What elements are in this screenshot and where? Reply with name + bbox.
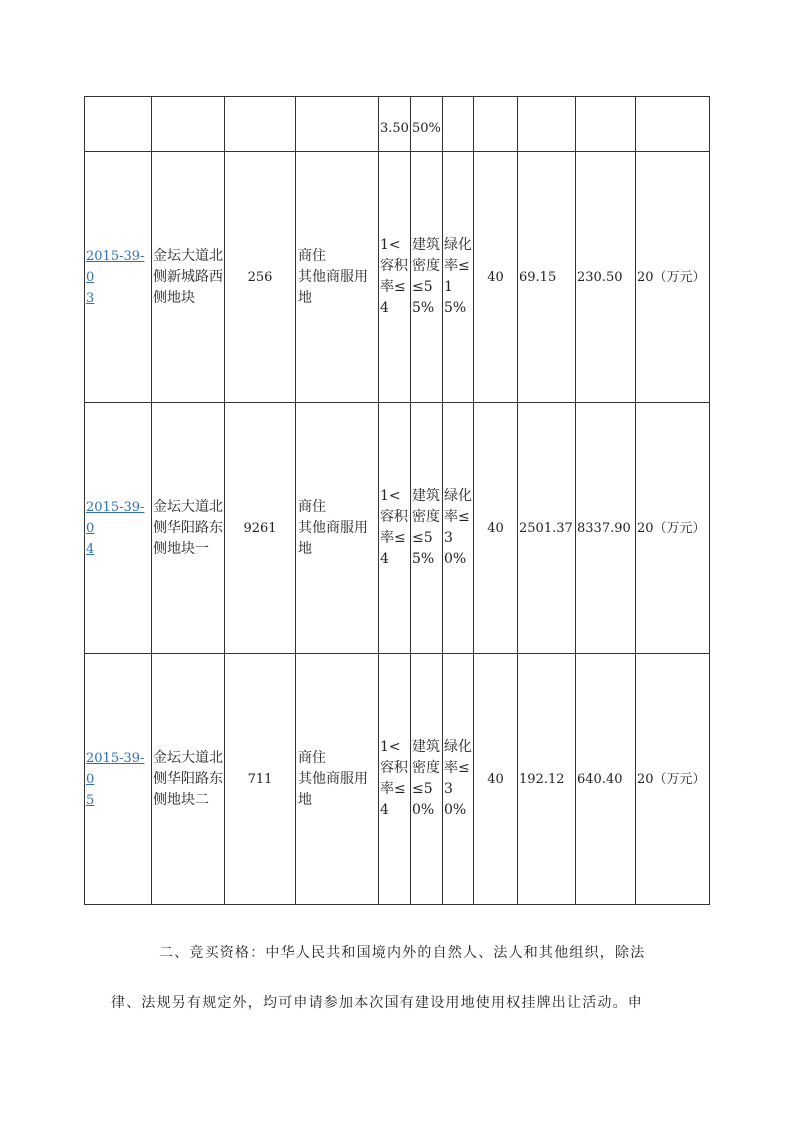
price-cell: 230.50	[576, 152, 636, 403]
table-cell	[152, 97, 225, 152]
deposit-cell: 20（万元）	[636, 152, 710, 403]
area-cell: 9261	[225, 403, 296, 654]
location-cell: 金坛大道北侧新城路西侧地块	[152, 152, 225, 403]
far-tail-cell: 3.50	[379, 97, 411, 152]
price-cell: 640.40	[576, 654, 636, 905]
parcel-code-cell	[85, 152, 152, 403]
land-use-cell: 商住 其他商服用 地	[296, 403, 379, 654]
table-row	[85, 97, 710, 152]
parcel-code-link[interactable]: 2015-39-0 5	[86, 750, 145, 808]
table-row	[85, 403, 710, 654]
table-cell	[443, 97, 474, 152]
location-cell: 金坛大道北侧华阳路东侧地块一	[152, 403, 225, 654]
parcel-code-link[interactable]: 2015-39-0 3	[86, 248, 145, 306]
area-cell: 256	[225, 152, 296, 403]
deposit-cell: 20（万元）	[636, 403, 710, 654]
location-cell: 金坛大道北侧华阳路东侧地块二	[152, 654, 225, 905]
table-row	[85, 152, 710, 403]
deposit-cell: 20（万元）	[636, 654, 710, 905]
land-use-cell: 商住 其他商服用 地	[296, 654, 379, 905]
table-cell	[225, 97, 296, 152]
term-cell: 40	[474, 654, 518, 905]
building-density-cell: 建筑密度≤50%	[411, 654, 443, 905]
plot-ratio-cell: 1<容积率≤4	[379, 152, 411, 403]
term-cell: 40	[474, 403, 518, 654]
parcel-code-link[interactable]: 2015-39-0 4	[86, 499, 145, 557]
greening-rate-cell: 绿化率≤30%	[443, 403, 474, 654]
table-cell	[518, 97, 576, 152]
building-density-cell: 建筑密度≤55%	[411, 403, 443, 654]
land-use-cell: 商住 其他商服用 地	[296, 152, 379, 403]
plot-ratio-cell: 1<容积率≤4	[379, 654, 411, 905]
land-parcel-table	[84, 96, 710, 905]
term-cell: 40	[474, 152, 518, 403]
price-cell: 192.12	[518, 654, 576, 905]
qualification-paragraph-line-2: 律、法规另有规定外，均可申请参加本次国有建设用地使用权挂牌出让活动。申	[111, 995, 643, 1011]
building-density-cell: 建筑密度≤55%	[411, 152, 443, 403]
plot-ratio-cell: 1<容积率≤4	[379, 403, 411, 654]
greening-rate-cell: 绿化率≤15%	[443, 152, 474, 403]
table-cell	[296, 97, 379, 152]
parcel-code-cell	[85, 403, 152, 654]
greening-rate-cell: 绿化率≤30%	[443, 654, 474, 905]
area-cell: 711	[225, 654, 296, 905]
price-cell: 2501.37	[518, 403, 576, 654]
qualification-paragraph-line-1: 二、竞买资格：中华人民共和国境内外的自然人、法人和其他组织，除法	[159, 945, 646, 961]
density-tail-cell: 50%	[411, 97, 443, 152]
table-cell	[85, 97, 152, 152]
table-cell	[636, 97, 710, 152]
price-cell: 8337.90	[576, 403, 636, 654]
table-cell	[576, 97, 636, 152]
parcel-code-cell	[85, 654, 152, 905]
table-row	[85, 654, 710, 905]
price-cell: 69.15	[518, 152, 576, 403]
table-cell	[474, 97, 518, 152]
